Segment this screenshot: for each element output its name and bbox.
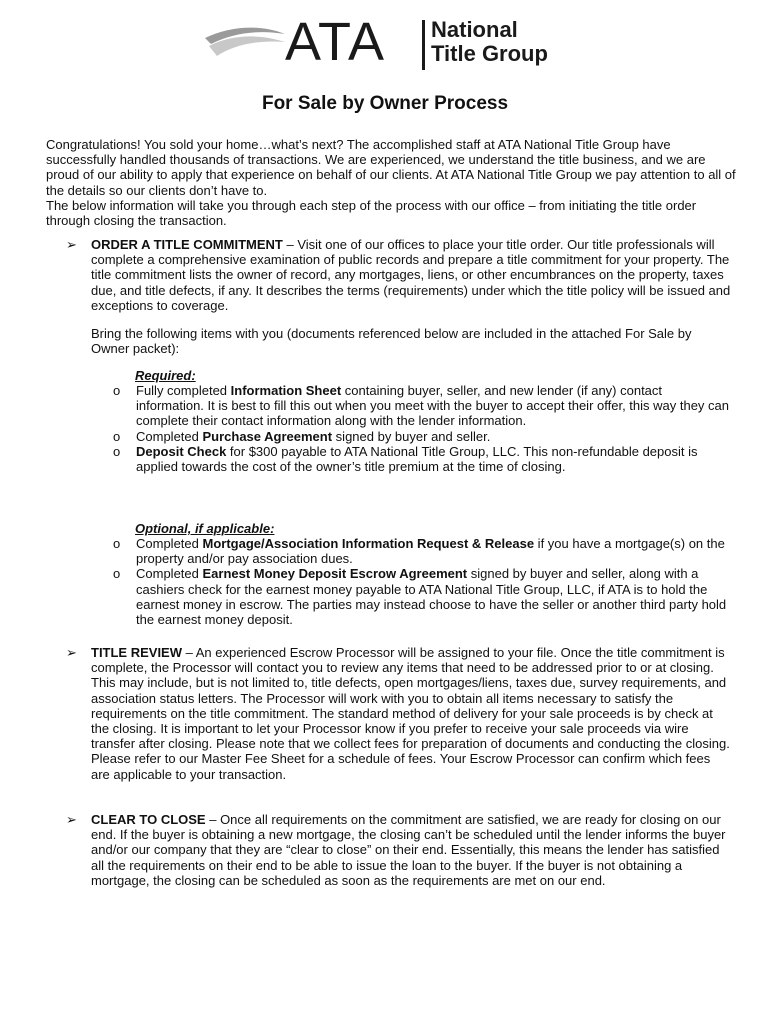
logo-national: National: [431, 17, 518, 42]
arrow-bullet-icon: ➢: [66, 812, 77, 827]
page-title: For Sale by Owner Process: [261, 93, 509, 114]
arrow-bullet-icon: ➢: [66, 237, 77, 252]
logo-name: [431, 18, 548, 66]
bullet-icon: o: [113, 566, 121, 582]
review-heading: TITLE REVIEW: [91, 645, 182, 660]
logo-divider: [422, 20, 425, 70]
order-section: [91, 237, 731, 313]
review-section: [91, 645, 731, 782]
swoosh-logo-icon: [205, 24, 287, 64]
review-body: – An experienced Escrow Processor will be assigned to your file. Once the title commitment is complete, the Processor will contact you to review any items that need to be addressed prior to or at closing. This may include, but is not limited to, title defects, open mortgages/liens, taxes due, survey requirements, and association status letters. The Processor will work with you to obtain all items necessary to satisfy the requirements on the title commitment. The standard method of delivery for your sale proceeds is by check at the closing. It is important to let your Processor know if you prefer to receive your sale proceeds via wire transfer after closing. Please note that we collect fees for preparation of documents and conducting the closing. Please refer to our Master Fee Sheet for a schedule of fees. Your Escrow Processor can confirm which fees are applicable to your transaction.: [91, 645, 730, 782]
intro: [46, 137, 736, 228]
bullet-icon: o: [113, 383, 121, 398]
bring-items-text: Bring the following items with you (documents referenced below are included in the attached For Sale by Owner packet):: [91, 326, 692, 357]
optional-list: [113, 536, 733, 627]
intro-paragraph-1: Congratulations! You sold your home…what’s next? The accomplished staff at ATA National Title Group have successfully handled thousands of transactions. We are experienced, we understand the title business, and we are proud of our ability to apply that experience on behalf of our clients. At ATA National Title Group we pay attention to all of the details so our clients don’t have to.: [46, 137, 736, 198]
list-item: o Completed Mortgage/Association Information Request & Release if you have a mortgage(s) on the property and/or pay association dues.: [113, 536, 725, 567]
optional-label: Optional, if applicable:: [135, 521, 275, 536]
close-heading: CLEAR TO CLOSE: [91, 812, 206, 827]
close-body: – Once all requirements on the commitment are satisfied, we are ready for closing on our end. If the buyer is obtaining a new mortgage, the closing can’t be scheduled until the lender informs the buyer and/or our company that they are “clear to close” on their end. Essentially, this means the lender has satisfied all the requirements on their end to be able to issue the loan to the buyer. If the buyer is not obtaining a mortgage, the closing can be scheduled as soon as the requirements are met on our end.: [91, 812, 726, 888]
arrow-bullet-icon: ➢: [66, 645, 77, 660]
bullet-icon: o: [113, 536, 121, 551]
order-body: – Visit one of our offices to place your title order. Our title professionals will complete a comprehensive examination of public records and prepare a title commitment for your property. The title commitment lists the owner of record, any mortgages, liens, or other encumbrances on the property, taxes due, and title defects, if any. It describes the terms (requirements) under which the title policy will be issued and exceptions to coverage.: [91, 237, 731, 313]
list-item: o Completed Earnest Money Deposit Escrow Agreement signed by buyer and seller, along with a cashiers check for the earnest money payable to ATA National Title Group, LLC, if ATA is to hold the earnest money in escrow. The parties may instead choose to have the seller or another third party hold the earnest money deposit.: [113, 566, 727, 628]
bullet-icon: o: [113, 428, 121, 444]
bullet-icon: o: [113, 443, 121, 459]
required-list: [113, 383, 733, 474]
intro-paragraph-2: The below information will take you through each step of the process with our office – from initiating the title order through closing the transaction.: [46, 197, 697, 229]
close-section: [91, 812, 731, 888]
company-logo: [205, 12, 565, 72]
list-item: o Completed Purchase Agreement signed by buyer and seller.: [113, 428, 491, 444]
logo-title-group: Title Group: [431, 41, 548, 66]
list-item: o Deposit Check for $300 payable to ATA National Title Group, LLC. This non-refundable deposit is applied towards the cost of the owner’s title premium at the time of closing.: [113, 443, 698, 475]
logo-ata-text: ATA: [285, 12, 386, 72]
list-item: o Fully completed Information Sheet containing buyer, seller, and new lender (if any) contact information. It is best to fill this out when you meet with the buyer to accept their offer, this way they can complete their contact information along with the lender information.: [113, 383, 730, 429]
required-label: Required:: [135, 368, 196, 383]
order-heading: ORDER A TITLE COMMITMENT: [91, 237, 283, 252]
